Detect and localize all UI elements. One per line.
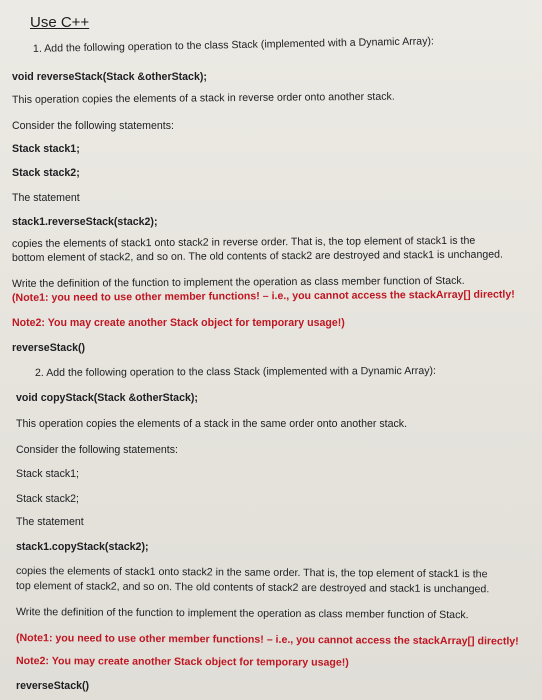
q1-description: This operation copies the elements of a stack in reverse order onto another stack. — [11, 90, 395, 106]
q1-explain-line1: copies the elements of stack1 onto stack2 in reverse order. That is, the top element of stack1 is the — [11, 234, 476, 250]
q2-note2: Note2: You may create another Stack object for temporary usage!) — [15, 655, 349, 669]
q2-consider: Consider the following statements: — [16, 444, 178, 456]
q2-heading: 2. Add the following operation to the class Stack (implemented with a Dynamic Array): — [34, 364, 437, 379]
page-title: Use C++ — [30, 14, 90, 31]
q1-signature: void reverseStack(Stack &otherStack); — [12, 71, 207, 83]
q2-task: Write the definition of the function to implement the operation as class member function of Stack. — [15, 606, 469, 622]
q2-note1: (Note1: you need to use other member functions! – i.e., you cannot access the stackArray[] directly! — [15, 632, 519, 648]
q2-statement-label: The statement — [16, 516, 84, 528]
q2-decl-stack2: Stack stack2; — [16, 493, 79, 505]
q1-explain-line2: bottom element of stack2, and so on. The old contents of stack2 are destroyed and stack1 is unchanged. — [11, 248, 503, 264]
q1-statement: stack1.reverseStack(stack2); — [12, 216, 158, 228]
q1-note1: (Note1: you need to use other member functions! – i.e., you cannot access the stackArray[] directly! — [11, 288, 515, 304]
q2-explain-line1: copies the elements of stack1 onto stack2 in the same order. That is, the top element of stack1 is the — [15, 565, 488, 581]
q1-task: Write the definition of the function to implement the operation as class member function of Stack. — [11, 274, 465, 290]
q2-function-name: reverseStack() — [16, 680, 90, 692]
q1-note2: Note2: You may create another Stack object for temporary usage!) — [12, 317, 345, 329]
q2-decl-stack1: Stack stack1; — [16, 468, 79, 480]
q1-heading: 1. Add the following operation to the class Stack (implemented with a Dynamic Array): — [32, 35, 435, 55]
q1-statement-label: The statement — [12, 192, 80, 204]
q1-consider: Consider the following statements: — [12, 120, 174, 132]
q1-function-name: reverseStack() — [12, 342, 86, 354]
q2-description: This operation copies the elements of a stack in the same order onto another stack. — [16, 418, 408, 430]
q2-signature: void copyStack(Stack &otherStack); — [16, 392, 198, 404]
q2-statement: stack1.copyStack(stack2); — [16, 541, 149, 553]
q2-explain-line2: top element of stack2, and so on. The old contents of stack2 are destroyed and stack1 is unchanged. — [15, 580, 490, 596]
q1-decl-stack1: Stack stack1; — [12, 143, 80, 155]
q1-decl-stack2: Stack stack2; — [12, 167, 80, 179]
